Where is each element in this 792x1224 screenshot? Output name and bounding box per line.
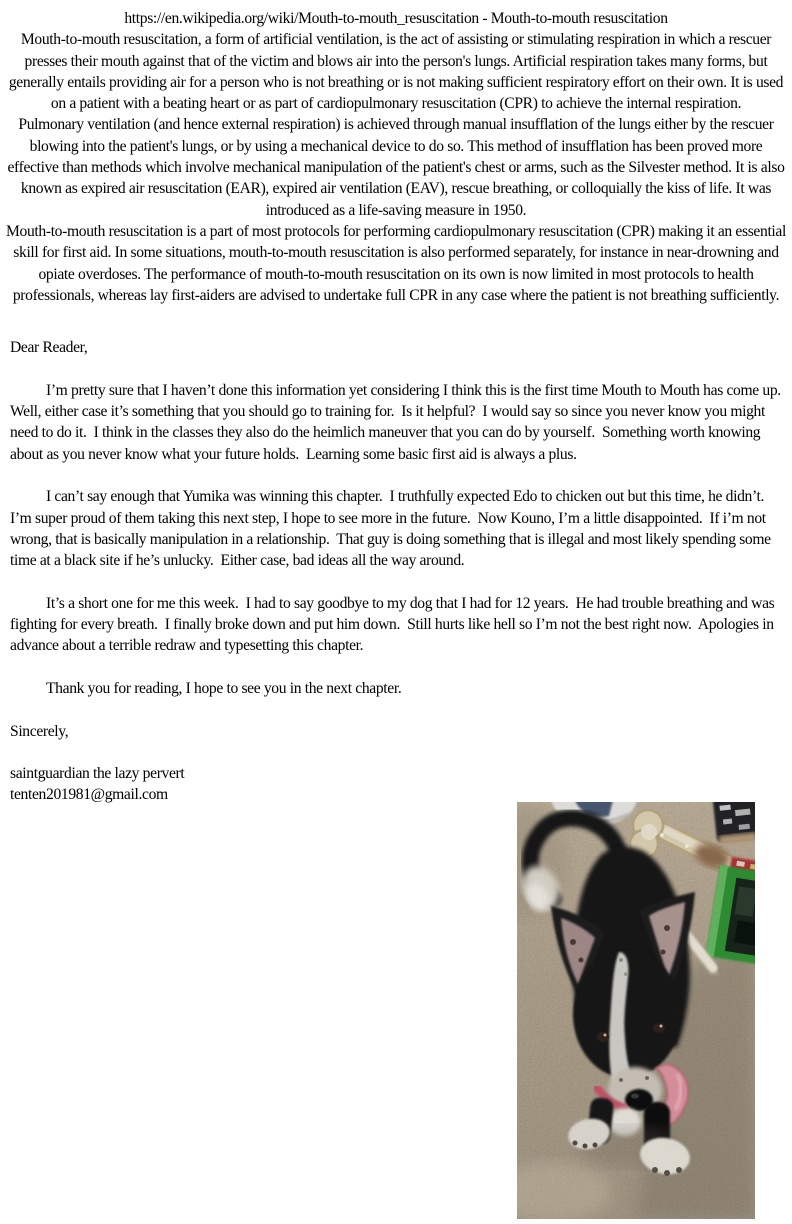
signature-name: saintguardian the lazy pervert	[10, 765, 185, 783]
wiki-source-line: https://en.wikipedia.org/wiki/Mouth-to-mouth_resuscitation - Mouth-to-mouth resuscitation	[124, 10, 668, 27]
wiki-paragraph: Pulmonary ventilation (and hence external respiration) is achieved through manual insufflation of the lungs either by the rescuer blowing into the patient's lungs, or by using a mechanical device to do so. This method of insufflation has been proved more effective than methods which involve mechanical manipulation of the patient's chest or arms, such as the Silvester method. It is also known as expired air resuscitation (EAR), expired air ventilation (EAV), rescue breathing, or colloquially the kiss of life. It was introduced as a life-saving measure in 1950.	[7, 116, 785, 219]
wiki-paragraph: Mouth-to-mouth resuscitation, a form of artificial ventilation, is the act of assisting or stimulating respiration in which a rescuer presses their mouth against that of the victim and blows air into the person's lungs. Artificial respiration takes many forms, but generally entails providing air for a person who is not breathing or is not making sufficient respiratory effort on their own. It is used on a patient with a beating heart or as part of cardiopulmonary resuscitation (CPR) to achieve the internal respiration.	[8, 31, 784, 113]
letter-block	[10, 337, 788, 806]
signature-email: tenten201981@gmail.com	[10, 786, 168, 804]
letter-paragraph: I can’t say enough that Yumika was winning this chapter. I truthfully expected Edo to chicken out but this time, he didn’t. I’m super proud of them taking this next step, I hope to see more in the future. Now Kouno, I’m a little disappointed. If i’m not wrong, that is basically manipulation in a relationship. That guy is doing something that is illegal and most likely spending some time at a black site if he’s unlucky. Either case, bad ideas all the way around.	[10, 488, 775, 570]
photo-grain-overlay	[517, 802, 755, 1219]
salutation: Dear Reader,	[10, 339, 88, 357]
closing: Sincerely,	[10, 722, 69, 740]
wiki-excerpt-block	[3, 8, 789, 306]
dog-photo	[517, 802, 755, 1219]
wiki-paragraph: Mouth-to-mouth resuscitation is a part of most protocols for performing cardiopulmonary resuscitation (CPR) making it an essential skill for first aid. In some situations, mouth-to-mouth resuscitation is also performed separately, for instance in near-drowning and opiate overdoses. The performance of mouth-to-mouth resuscitation on its own is now limited in most protocols to health professionals, whereas lay first-aiders are advised to undertake full CPR in any case where the patient is not breathing sufficiently.	[6, 222, 786, 304]
letter-paragraph: It’s a short one for me this week. I had to say goodbye to my dog that I had for 12 years. He had trouble breathing and was fighting for every breath. I finally broke down and put him down. Still hurts like hell so I’m not the best right now. Apologies in advance about a terrible redraw and typesetting this chapter.	[10, 594, 778, 655]
thanks-line: Thank you for reading, I hope to see you in the next chapter.	[46, 679, 402, 697]
letter-paragraph: I’m pretty sure that I haven’t done this information yet considering I think this is the first time Mouth to Mouth has come up. Well, either case it’s something that you should go to training for. Is it helpful? I would say so since you never know you might need to do it. I think in the classes they also do the heimlich maneuver that you can do by yourself. Something worth knowing about as you never know what your future holds. Learning some basic first aid is always a plus.	[10, 381, 788, 463]
